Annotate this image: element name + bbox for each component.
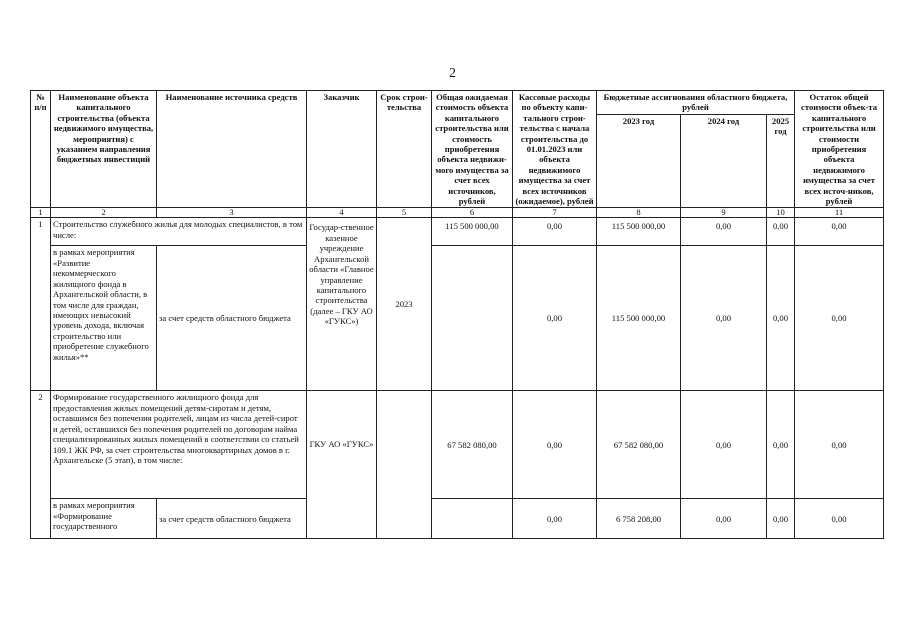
total-cost-value-empty (432, 499, 513, 539)
header-remaining-cost: Остаток общей стоимости объек-та капитального строительства или стоимости приобретения объекта недвижимого имущества за счет всех источ-ников, рублей (795, 91, 884, 208)
table-row (31, 246, 884, 391)
col-num-1: 1 (31, 208, 51, 218)
col-num-3: 3 (157, 208, 307, 218)
customer-name: ГКУ АО «ГУКС» (307, 391, 377, 539)
header-customer: Заказчик (307, 91, 377, 208)
total-cost-value-empty (432, 246, 513, 391)
investment-table (30, 90, 884, 539)
col-num-2: 2 (51, 208, 157, 218)
header-total-cost: Общая ожидаемая стоимость объекта капитального строительства или стоимость приобретения объекта недвижи-мого имущества за счет всех источников, рублей (432, 91, 513, 208)
col-num-7: 7 (513, 208, 597, 218)
budget-2024-value: 0,00 (681, 499, 767, 539)
cash-expenses-value: 0,00 (513, 218, 597, 246)
col-num-10: 10 (767, 208, 795, 218)
header-year-2024: 2024 год (681, 114, 767, 208)
remaining-cost-value: 0,00 (795, 499, 884, 539)
row-number: 1 (31, 218, 51, 391)
col-num-8: 8 (597, 208, 681, 218)
col-num-4: 4 (307, 208, 377, 218)
budget-2023-value: 115 500 000,00 (597, 218, 681, 246)
page-number: 2 (449, 66, 456, 81)
budget-2025-value: 0,00 (767, 391, 795, 499)
budget-2024-value: 0,00 (681, 218, 767, 246)
col-num-11: 11 (795, 208, 884, 218)
header-cash-expenses: Кассовые расходы по объекту капи-тального строи-тельства с начала строительства до 01.01.2023 или объекта недвижимого имущества за счет всех источников (ожидаемое), рублей (513, 91, 597, 208)
header-number: № п/п (31, 91, 51, 208)
budget-2023-value: 115 500 000,00 (597, 246, 681, 391)
col-num-5: 5 (377, 208, 432, 218)
header-year-2023: 2023 год (597, 114, 681, 208)
budget-2024-value: 0,00 (681, 246, 767, 391)
construction-term-empty (377, 391, 432, 539)
table-row (31, 218, 884, 246)
budget-2023-value: 67 582 080,00 (597, 391, 681, 499)
funding-source: за счет средств областного бюджета (157, 246, 307, 391)
col-num-6: 6 (432, 208, 513, 218)
sub-activity-name: в рамках мероприятия «Развитие некоммерческого жилищного фонда в Архангельской области, в том числе для граждан, имеющих невысокий уровень дохода, включая строительство или приобретение служебного жилья»** (51, 246, 157, 391)
cash-expenses-value: 0,00 (513, 391, 597, 499)
header-row-top (31, 91, 884, 115)
total-cost-value: 115 500 000,00 (432, 218, 513, 246)
column-number-row (31, 208, 884, 218)
remaining-cost-value: 0,00 (795, 218, 884, 246)
object-name: Формирование государственного жилищного фонда для предоставления жилых помещений детям-сиротам и детям, оставшимся без попечения родителей, лицам из числа детей-сирот и детей, оставшихся без попечения родителей по договорам найма специализированных жилых помещений в соответствии со статьей 109.1 ЖК РФ, за счет строительства многоквартирных домов в г. Архангельске (5 этап), в том числе: (51, 391, 307, 499)
construction-term: 2023 (377, 218, 432, 391)
customer-name: Государ-ственное казенное учреждение Архангельской области «Главное управление капитального строительства (далее – ГКУ АО «ГУКС») (307, 218, 377, 391)
remaining-cost-value: 0,00 (795, 246, 884, 391)
remaining-cost-value: 0,00 (795, 391, 884, 499)
object-name: Строительство служебного жилья для молодых специалистов, в том числе: (51, 218, 307, 246)
header-budget-allocations: Бюджетные ассигнования областного бюджета, рублей (597, 91, 795, 115)
sub-activity-name: в рамках мероприятия «Формирование государственного (51, 499, 157, 539)
cash-expenses-value: 0,00 (513, 246, 597, 391)
total-cost-value: 67 582 080,00 (432, 391, 513, 499)
budget-2025-value: 0,00 (767, 246, 795, 391)
table-row (31, 499, 884, 539)
header-source: Наименование источника средств (157, 91, 307, 208)
header-object-name: Наименование объекта капитального строительства (объекта недвижимого имущества, мероприятия) с указанием направления бюджетных инвестиций (51, 91, 157, 208)
row-number: 2 (31, 391, 51, 539)
col-num-9: 9 (681, 208, 767, 218)
header-year-2025: 2025 год (767, 114, 795, 208)
table-row (31, 391, 884, 499)
cash-expenses-value: 0,00 (513, 499, 597, 539)
budget-2025-value: 0,00 (767, 218, 795, 246)
header-term: Срок строи-тельства (377, 91, 432, 208)
budget-2024-value: 0,00 (681, 391, 767, 499)
budget-2025-value: 0,00 (767, 499, 795, 539)
budget-2023-value: 6 758 208,00 (597, 499, 681, 539)
funding-source: за счет средств областного бюджета (157, 499, 307, 539)
